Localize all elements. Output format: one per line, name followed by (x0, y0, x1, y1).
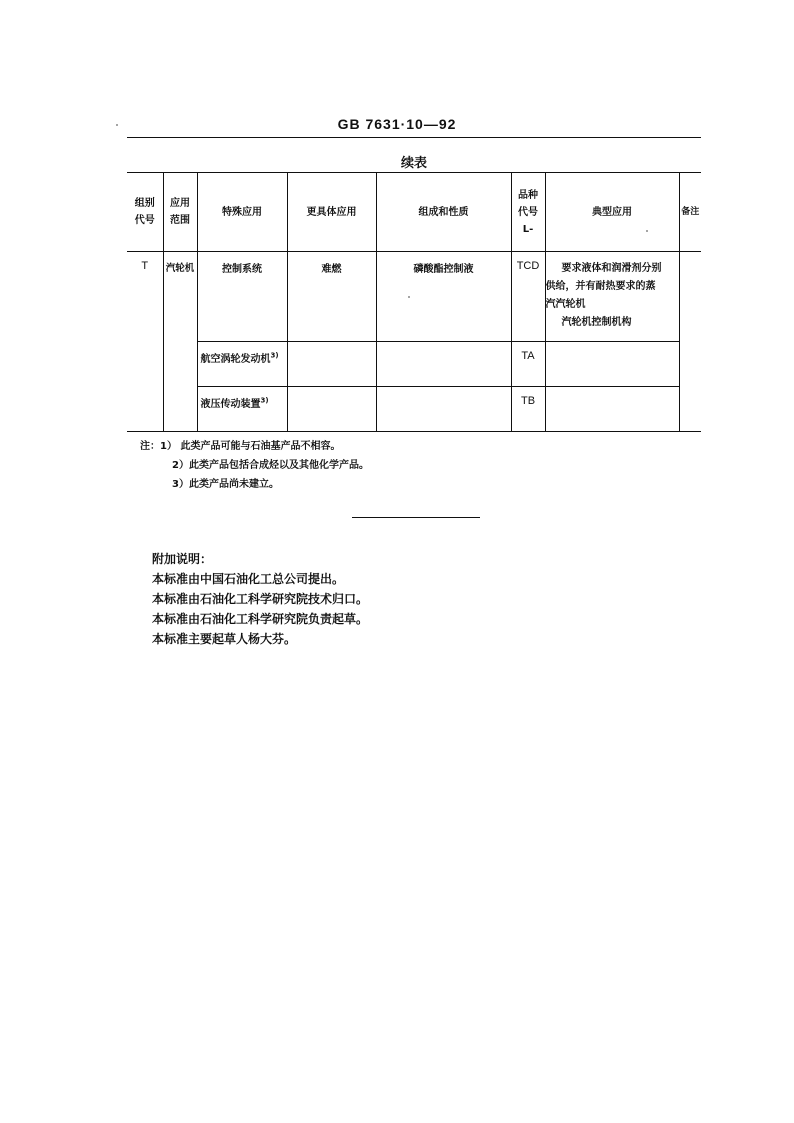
typical-application-cell (545, 342, 679, 387)
product-code-cell: TA (511, 342, 545, 387)
column-header: 品种 代号 L- (511, 173, 545, 252)
specific-application-cell: 难燃 (287, 252, 376, 342)
remark-cell (679, 252, 701, 432)
header-rule (127, 137, 701, 138)
scan-speck (646, 230, 648, 232)
scan-speck (408, 296, 410, 298)
standard-code: GB 7631·10—92 (337, 116, 457, 132)
additional-line: 本标准由石油化工科学研究院负责起草。 (152, 612, 369, 626)
special-application-cell: 航空涡轮发动机$^{3)}$ (197, 342, 287, 387)
additional-title: 附加说明： (152, 552, 213, 566)
table-notes (140, 437, 369, 494)
composition-cell (376, 342, 511, 387)
composition-cell (376, 387, 511, 432)
end-rule (352, 517, 480, 518)
scan-speck (116, 124, 118, 126)
additional-notes (152, 549, 368, 649)
special-application-cell: 控制系统 (197, 252, 287, 342)
note-line: 3）此类产品尚未建立。 (172, 479, 279, 490)
table-row (127, 387, 701, 432)
column-header: 组成和性质 (376, 173, 511, 252)
typical-line: 汽汽轮机 (545, 299, 586, 310)
note-line: 注：1） 此类产品可能与石油基产品不相容。 (140, 441, 341, 452)
note-line: 2）此类产品包括合成烃以及其他化学产品。 (172, 460, 369, 471)
table-caption: 续表 (400, 156, 427, 171)
additional-line: 本标准由中国石油化工总公司提出。 (152, 572, 345, 586)
special-application-cell: 液压传动装置$^{3)}$ (197, 387, 287, 432)
scope-cell: 汽轮机 (163, 252, 197, 432)
table-header-row (127, 173, 701, 252)
column-header: 组别 代号 (127, 173, 163, 252)
product-code-cell: TCD (511, 252, 545, 342)
typical-line: 供给，并有耐热要求的蒸 (545, 281, 656, 292)
typical-application-cell (545, 252, 679, 342)
product-code-cell: TB (511, 387, 545, 432)
typical-line: 汽轮机控制机构 (561, 317, 632, 328)
column-header: 典型应用 (545, 173, 679, 252)
column-header: 应用 范围 (163, 173, 197, 252)
table-row (127, 252, 701, 342)
additional-line: 本标准主要起草人杨大芬。 (152, 632, 297, 646)
classification-table (127, 172, 701, 432)
typical-line: 要求液体和润滑剂分别 (561, 263, 662, 274)
specific-application-cell (287, 387, 376, 432)
group-code-cell: T (127, 252, 163, 432)
typical-application-cell (545, 387, 679, 432)
additional-line: 本标准由石油化工科学研究院技术归口。 (152, 592, 369, 606)
column-header: 备注 (679, 173, 701, 252)
specific-application-cell (287, 342, 376, 387)
composition-cell: 磷酸酯控制液 (376, 252, 511, 342)
table-row (127, 342, 701, 387)
column-header: 更具体应用 (287, 173, 376, 252)
column-header: 特殊应用 (197, 173, 287, 252)
